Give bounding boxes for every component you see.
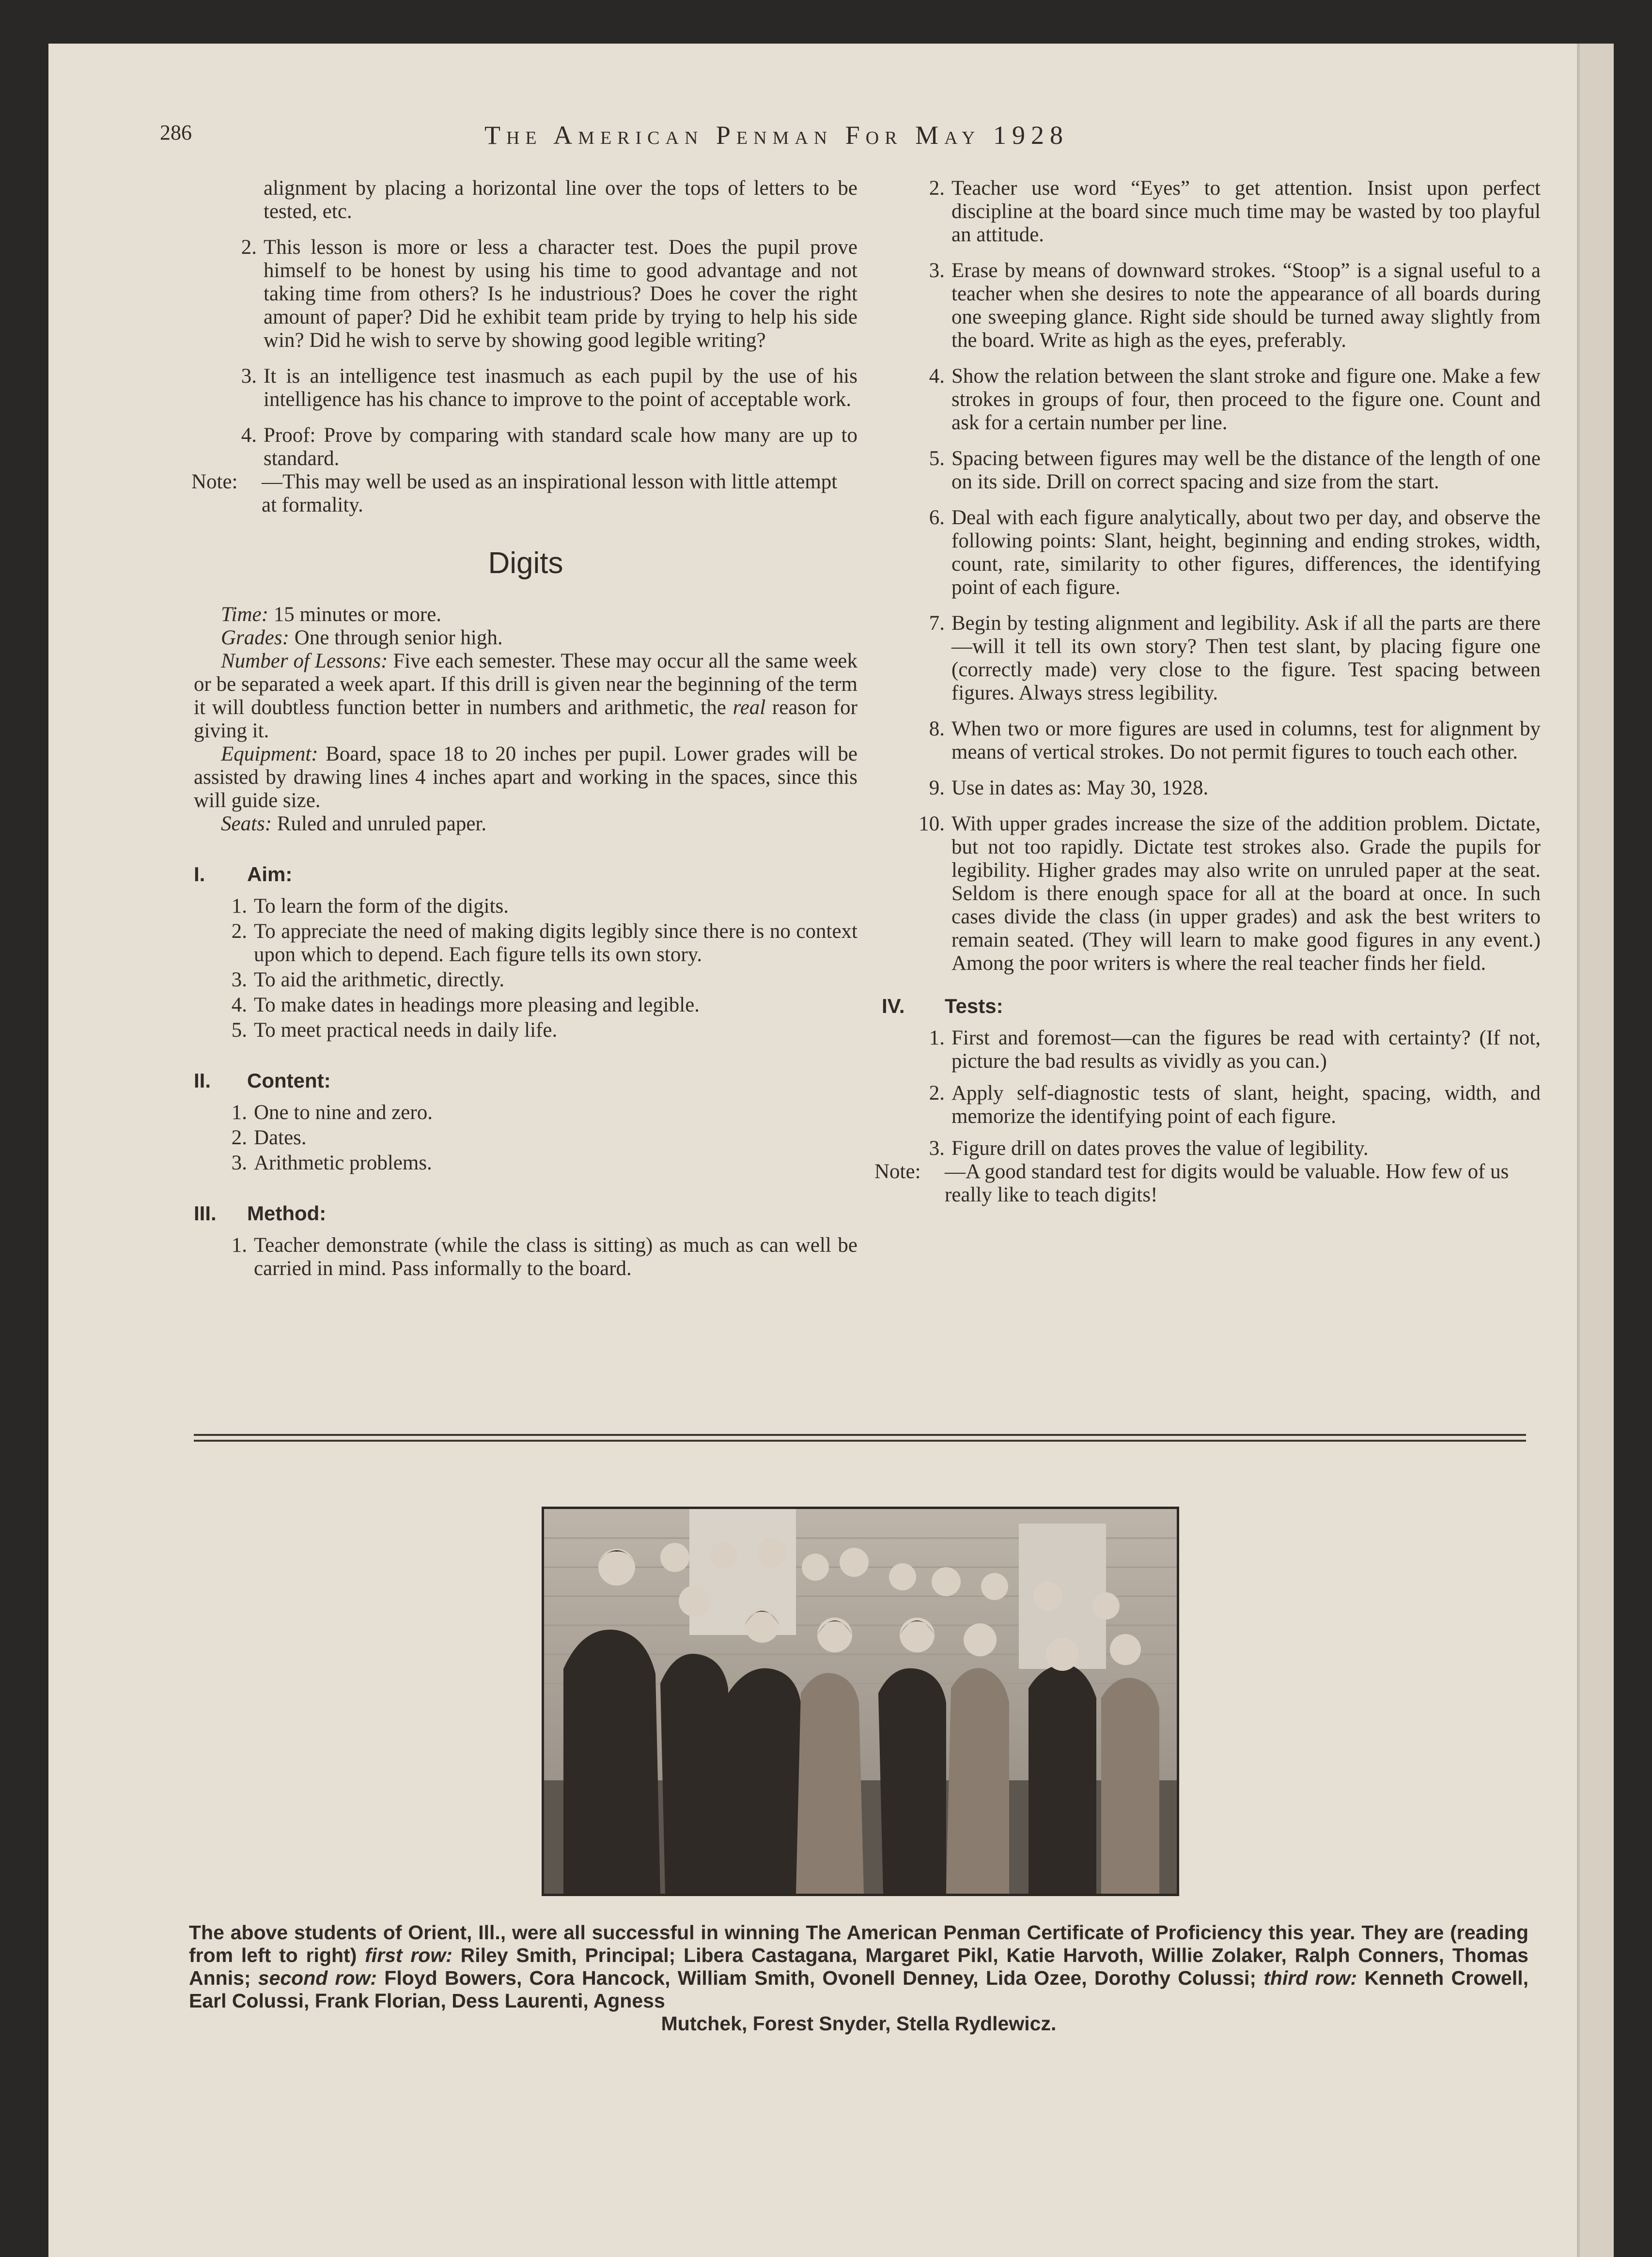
list-item: 7. Begin by testing alignment and legibility. Ask if all the parts are there—will it tell its own story? Then test slant, by placing figure one (correctly made) very close to the figure. Test spacing between figures. Always stress legibility. — [929, 612, 1541, 704]
lessons-paragraph: Number of Lessons: Five each semester. These may occur all the same week or be separated a week apart. If this drill is given near the beginning of the term it will doubtless function better in numbers and arithmetic, the real reason for giving it. — [194, 650, 857, 742]
list-item: 2. This lesson is more or less a character test. Does the pupil prove himself to be honest by using his time to good advantage and not taking time from others? Is he industrious? Does he cover the right amount of paper? Did he exhibit team pride by trying to help his side win? Did he wish to serve by showing good legible writing? — [241, 236, 857, 352]
list-item: 3. Figure drill on dates proves the value of legibility. — [929, 1137, 1369, 1160]
page-number: 286 — [160, 121, 192, 144]
caption-last-line: Mutchek, Forest Snyder, Stella Rydlewicz. — [661, 2012, 1057, 2035]
caption-text: The above students of Orient, Ill., were all successful in winning The American Penman Certificate of Proficiency this year. They are (reading from left to right) first row: Riley Smith, Principal; Libera Castagana, Margaret Pikl, Katie Harvoth, Willie Zolaker, Ralph Conners, Thomas Annis; second row: Floyd Bowers, Cora Hancock, William Smith, Ovonell Denney, Lida Ozee, Dorothy Colussi; third row: Kenneth Crowell, Earl Colussi, Frank Florian, Dess Laurenti, Agness — [189, 1921, 1529, 2012]
list-item: 8. When two or more figures are used in columns, test for alignment by means of vertical strokes. Do not permit figures to touch each other. — [929, 717, 1541, 763]
list-item: 10. With upper grades increase the size of the addition problem. Dictate, but not too rapidly. Dictate test strokes also. Grade the pupils for legibility. Higher grades may also write on unruled paper at the seat. Seldom is there enough space for all at the board at once. In such cases divide the class (in upper grades) and ask the best writers to remain seated. (They will learn to make good figures in any event.) Among the poor writers is where the real teacher finds her field. — [919, 812, 1541, 975]
list-item: 2. Teacher use word “Eyes” to get attention. Insist upon perfect discipline at the board since much time may be wasted by too playful an attitude. — [929, 177, 1541, 246]
list-item: 1. Teacher demonstrate (while the class is sitting) as much as can well be carried in mind. Pass informally to the board. — [231, 1234, 857, 1280]
note-text: —This may well be used as an inspirational lesson with little attempt at formality. — [262, 470, 838, 516]
left-column — [191, 177, 857, 1282]
aim-heading: I. Aim: — [194, 863, 293, 886]
note — [191, 470, 857, 517]
section-heading: Digits — [488, 546, 563, 580]
method-heading: III. Method: — [194, 1202, 327, 1225]
content-heading: II. Content: — [194, 1069, 331, 1092]
list-item: 3. To aid the arithmetic, directly. — [231, 968, 505, 991]
list-item: 1. One to nine and zero. — [231, 1101, 433, 1124]
time-line: Time: 15 minutes or more. — [221, 603, 442, 626]
equipment-paragraph: Equipment: Board, space 18 to 20 inches per pupil. Lower grades will be assisted by drawing lines 4 inches apart and working in the spaces, since this will guide size. — [194, 743, 857, 812]
class-photograph — [542, 1507, 1179, 1896]
right-column — [874, 177, 1541, 1219]
grades-line: Grades: One through senior high. — [221, 626, 503, 649]
list-item: 9. Use in dates as: May 30, 1928. — [929, 777, 1209, 799]
list-item: 2. Apply self-diagnostic tests of slant, height, spacing, width, and memorize the identifying point of each figure. — [929, 1082, 1541, 1128]
list-item: 3. Arithmetic problems. — [231, 1152, 432, 1174]
list-item: 6. Deal with each figure analytically, about two per day, and observe the following points: Slant, height, beginning and ending strokes, width, count, rate, similarity to other figures, differences, the identifying point of each figure. — [929, 506, 1541, 599]
list-item: 1. To learn the form of the digits. — [231, 895, 509, 918]
list-item: 1. First and foremost—can the figures be read with certainty? (If not, picture the bad results as vividly as you can.) — [929, 1027, 1541, 1073]
page-binding — [1577, 44, 1614, 2257]
photo-caption — [189, 1921, 1528, 2035]
list-item: 3. Erase by means of downward strokes. “Stoop” is a signal useful to a teacher when she desires to note the appearance of all boards during one sweeping glance. Right side should be turned away slightly from the board. Write as high as the eyes, preferably. — [929, 259, 1541, 352]
list-item: 2. Dates. — [231, 1126, 307, 1149]
continued-item — [194, 177, 857, 223]
note-label: Note: — [191, 470, 238, 493]
list-item: 3. It is an intelligence test inasmuch as each pupil by the use of his intelligence has his chance to improve to the point of acceptable work. — [241, 365, 857, 411]
divider-rule-bottom — [194, 1440, 1526, 1442]
photo-illustration — [544, 1509, 1177, 1894]
tests-heading: IV. Tests: — [882, 995, 1003, 1017]
note-label: Note: — [874, 1160, 921, 1183]
list-item: 5. Spacing between figures may well be the distance of the length of one on its side. Drill on correct spacing and size from the start. — [929, 447, 1541, 493]
running-head — [0, 120, 1555, 154]
journal-title: The American Penman For May 1928 — [484, 121, 1069, 150]
note — [874, 1160, 1541, 1207]
list-item: 4. To make dates in headings more pleasing and legible. — [231, 994, 700, 1016]
note-text: —A good standard test for digits would be valuable. How few of us really like to teach digits! — [945, 1160, 1509, 1206]
list-item: 4. Show the relation between the slant stroke and figure one. Make a few strokes in groups of four, then proceed to the figure one. Count and ask for a certain number per line. — [929, 365, 1541, 434]
seats-line: Seats: Ruled and unruled paper. — [221, 812, 487, 835]
list-item: 5. To meet practical needs in daily life. — [231, 1019, 558, 1042]
continued-text: alignment by placing a horizontal line over the tops of letters to be tested, etc. — [264, 177, 857, 223]
list-item: 2. To appreciate the need of making digits legibly since there is no context upon which to depend. Each figure tells its own story. — [231, 920, 857, 966]
divider-rule-top — [194, 1434, 1526, 1436]
list-item: 4. Proof: Prove by comparing with standard scale how many are up to standard. — [241, 424, 857, 470]
